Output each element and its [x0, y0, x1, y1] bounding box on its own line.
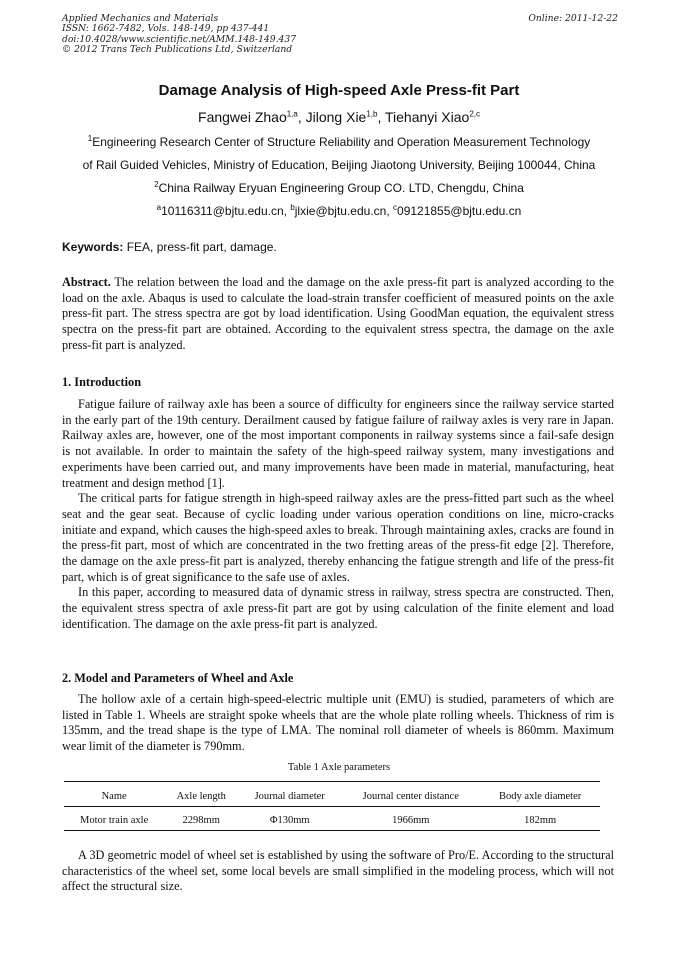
affiliation-2 — [0, 181, 678, 195]
issn-line: ISSN: 1662-7482, Vols. 148-149, pp 437-441 — [62, 23, 270, 35]
paragraph: The critical parts for fatigue strength in high-speed railway axles are the press-fitted part such as the wheel seat and the gear seat. Because of cyclic loading under various operation conditions on line, micro-cracks initiate and expand, which causes the high-speed axles to break. Through maintaining axles, cracks are found in the press-fit part, most of which are concentrated in the two fretting areas of the press-fit edge [2]. Therefore, the damage on the axle press-fit part is analyzed, thereby enhancing the fatigue strength and life of the press-fit part, which is of great significance to the safe use of axles. — [62, 491, 614, 584]
table-header: Journal center distance — [341, 782, 480, 807]
abstract — [62, 275, 614, 354]
email-sup: c — [393, 203, 398, 212]
author-name: Tiehanyi Xiao — [385, 109, 470, 125]
email-address: 10116311@bjtu.edu.cn — [161, 204, 284, 218]
keywords-text: FEA, press-fit part, damage. — [126, 240, 277, 254]
online-date: Online: 2011-12-22 — [528, 13, 618, 24]
copyright-line: © 2012 Trans Tech Publications Ltd, Switzerland — [62, 44, 293, 56]
table-cell: 182mm — [480, 807, 600, 831]
table-header: Name — [64, 782, 164, 807]
table-header: Journal diameter — [238, 782, 341, 807]
doi-line: doi:10.4028/www.scientific.net/AMM.148-149.437 — [62, 33, 297, 45]
abstract-text: The relation between the load and the damage on the axle press-fit part is analyzed according to the load on the axle. Abaqus is used to calculate the load-strain transfer coefficient of measured points on the axle press-fit part. The stress spectra are got by load identification. Using GoodMan equation, the equivalent stress spectra on the press-fit part are obtained. According to the equivalent stress spectra, the damage on the axle press-fit part is analyzed. — [62, 275, 614, 352]
table-caption: Table 1 Axle parameters — [287, 762, 391, 773]
author-list: Fangwei Zhao$^{1,a}$, Jilong Xie$^{1,b}$, Tiehanyi Xiao$^{2,c}$ — [198, 109, 480, 125]
abstract-label: Abstract. — [62, 275, 111, 289]
paper-title: Damage Analysis of High-speed Axle Press-fit Part — [158, 82, 520, 99]
introduction-body — [62, 397, 614, 633]
table-cell: Φ130mm — [238, 807, 341, 831]
table-cell: Motor train axle — [64, 807, 164, 831]
affiliation-1-line-1 — [0, 135, 678, 149]
section-heading-introduction: 1. Introduction — [62, 375, 142, 389]
keywords-label: Keywords: — [62, 240, 124, 254]
email-sup: a — [156, 203, 162, 212]
author-name: Fangwei Zhao — [198, 109, 287, 125]
journal-name: Applied Mechanics and Materials — [62, 13, 219, 24]
affiliation-1-line-2: of Rail Guided Vehicles, Ministry of Education, Beijing Jiaotong University, Beijing 100044, China — [82, 158, 596, 172]
table-row — [64, 807, 600, 831]
paragraph: In this paper, according to measured data of dynamic stress in railway, stress spectra are constructed. Then, the equivalent stress spectra of axle press-fit part are got by using calculation of the finite element and load identification. The damage on the axle press-fit part is analyzed. — [62, 585, 614, 631]
email-address: 09121855@bjtu.edu.cn — [397, 204, 522, 218]
table-cell: 2298mm — [164, 807, 238, 831]
affiliation-sup: 2 — [154, 180, 159, 189]
author-sup: 2,c — [469, 109, 480, 119]
email-sup: b — [290, 203, 295, 212]
axle-parameters-table — [64, 781, 600, 831]
table-cell: 1966mm — [341, 807, 480, 831]
author-name: Jilong Xie — [305, 109, 367, 125]
model-body-continued — [62, 848, 614, 895]
affiliation-sup: 1 — [87, 134, 93, 143]
author-sup: 1,b — [366, 109, 378, 119]
table-header: Body axle diameter — [480, 782, 600, 807]
author-sup: 1,a — [286, 109, 298, 119]
keywords — [62, 240, 614, 254]
email-line: $^a$10116311@bjtu.edu.cn, $^b$jlxie@bjtu.edu.cn, $^c$09121855@bjtu.edu.cn — [156, 203, 522, 218]
model-body — [62, 692, 614, 755]
section-heading-model: 2. Model and Parameters of Wheel and Axle — [62, 671, 294, 685]
table-header-row — [64, 782, 600, 807]
email-address: jlxie@bjtu.edu.cn — [294, 204, 387, 218]
affiliation-text: China Railway Eryuan Engineering Group CO. LTD, Chengdu, China — [158, 181, 524, 195]
table-header: Axle length — [164, 782, 238, 807]
paragraph: The hollow axle of a certain high-speed-electric multiple unit (EMU) is studied, parameters of which are listed in Table 1. Wheels are straight spoke wheels that are the whole plate rolling wheels. Thickness of rim is 135mm, and the tread shape is the type of LMA. The nominal roll diameter of wheels is 860mm. Maximum wear limit of the diameter is 790mm. — [62, 692, 614, 754]
journal-header — [62, 14, 296, 56]
paragraph: Fatigue failure of railway axle has been a source of difficulty for engineers since the railway service started in the early part of the 19th century. Derailment caused by fatigue failure of railway axles is very rare in Japan. Railway axles are, however, one of the most important components in railway systems since a fail-safe design is not available. In order to maintain the safety of the high-speed railway system, many investigations and experiments have been carried out, and many improvements have been made in material, manufacturing, heat treatment and design method [1]. — [62, 397, 614, 490]
affiliation-text: Engineering Research Center of Structure Reliability and Operation Measurement Technology — [92, 135, 591, 149]
paragraph: A 3D geometric model of wheel set is established by using the software of Pro/E. According to the structural characteristics of the wheel set, some local bevels are small simplified in the modeling process, which will not affect the structural size. — [62, 848, 614, 894]
